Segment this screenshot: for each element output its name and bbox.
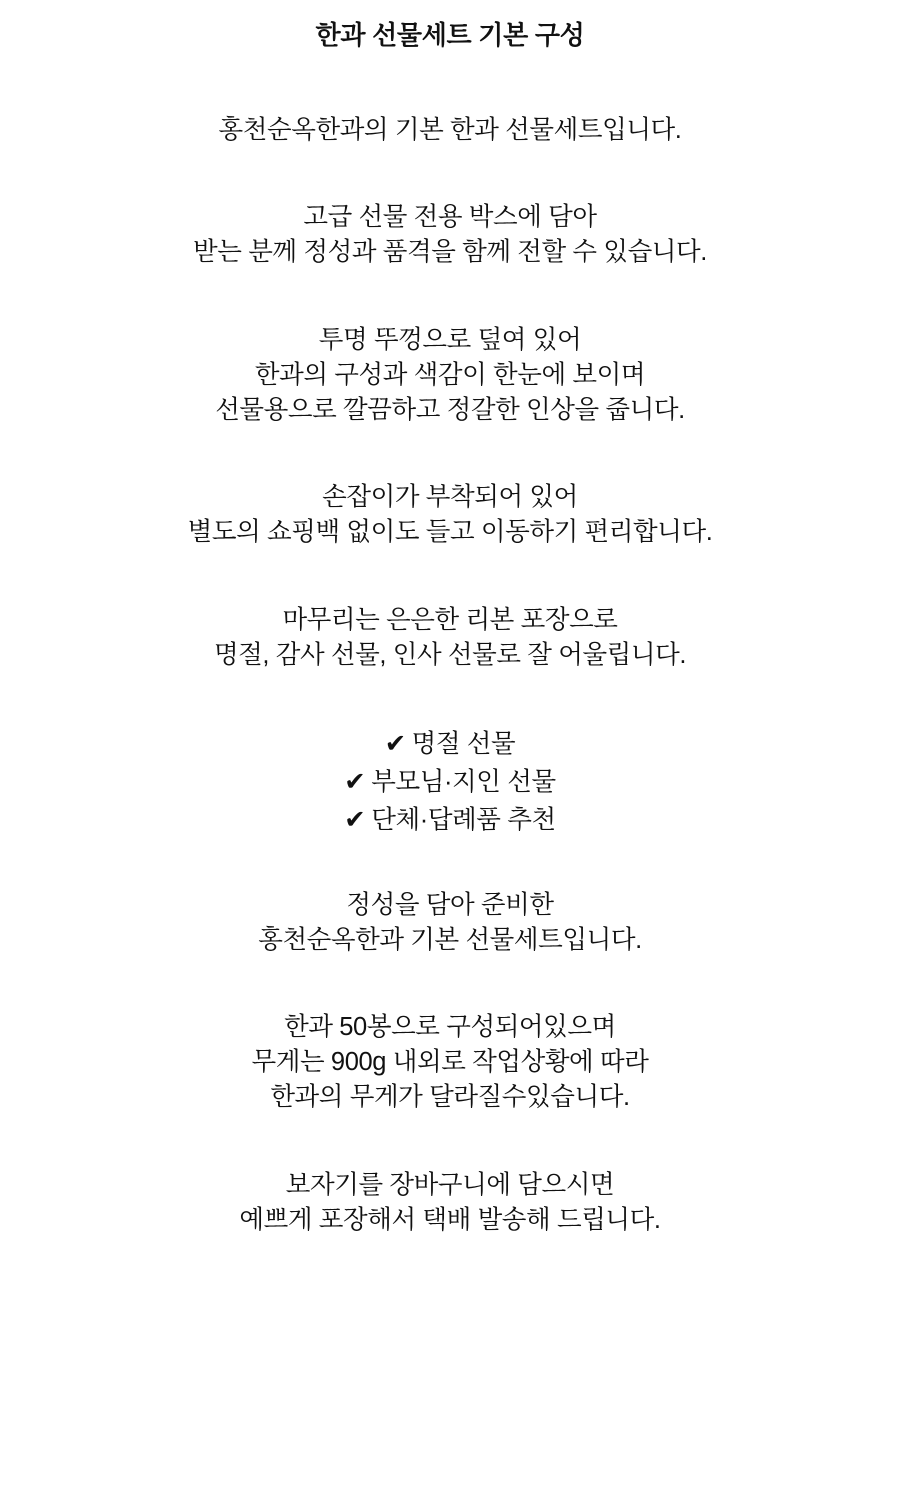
paragraph-line: 한과의 무게가 달라질수있습니다. <box>270 1083 630 1112</box>
paragraph-line: 받는 분께 정성과 품격을 함께 전할 수 있습니다. <box>193 238 707 267</box>
check-icon: ✔ <box>344 806 366 835</box>
paragraph-line: 보자기를 장바구니에 담으시면 <box>285 1170 615 1199</box>
paragraph-line: 예쁘게 포장해서 택배 발송해 드립니다. <box>239 1205 661 1234</box>
premium-box-paragraph <box>193 200 707 270</box>
list-item-label: 명절 선물 <box>411 729 516 758</box>
list-item-label: 단체·답례품 추천 <box>371 806 556 835</box>
ribbon-paragraph <box>214 603 686 673</box>
check-icon: ✔ <box>384 729 406 758</box>
paragraph-line: 고급 선물 전용 박스에 담아 <box>303 203 597 232</box>
list-item <box>344 763 555 801</box>
list-item <box>344 801 555 839</box>
wrapping-paragraph <box>239 1168 660 1238</box>
paragraph-line: 홍천순옥한과 기본 선물세트입니다. <box>258 925 642 954</box>
intro-paragraph <box>219 113 682 148</box>
paragraph-line: 마무리는 은은한 리본 포장으로 <box>282 605 618 634</box>
paragraph-line: 한과의 구성과 색감이 한눈에 보이며 <box>254 360 646 389</box>
sincerity-paragraph <box>258 888 642 958</box>
paragraph-line: 선물용으로 깔끔하고 정갈한 인상을 줍니다. <box>215 396 685 425</box>
quantity-weight-paragraph <box>252 1010 649 1116</box>
paragraph-line: 무게는 900g 내외로 작업상황에 따라 <box>251 1048 649 1077</box>
list-item-label: 부모님·지인 선물 <box>371 768 556 797</box>
check-icon: ✔ <box>344 768 366 797</box>
handle-paragraph <box>188 480 713 550</box>
recommended-uses-list <box>344 725 555 840</box>
paragraph-line: 홍천순옥한과의 기본 한과 선물세트입니다. <box>218 116 682 145</box>
transparent-lid-paragraph <box>215 323 685 429</box>
paragraph-line: 별도의 쇼핑백 없이도 들고 이동하기 편리합니다. <box>187 518 713 547</box>
paragraph-line: 손잡이가 부착되어 있어 <box>322 483 578 512</box>
paragraph-line: 명절, 감사 선물, 인사 선물로 잘 어울립니다. <box>213 640 687 669</box>
paragraph-line: 투명 뚜껑으로 덮여 있어 <box>318 325 582 354</box>
page-title: 한과 선물세트 기본 구성 <box>315 20 585 50</box>
list-item <box>344 725 555 763</box>
paragraph-line: 정성을 담아 준비한 <box>346 890 554 919</box>
paragraph-line: 한과 50봉으로 구성되어있으며 <box>284 1013 616 1042</box>
